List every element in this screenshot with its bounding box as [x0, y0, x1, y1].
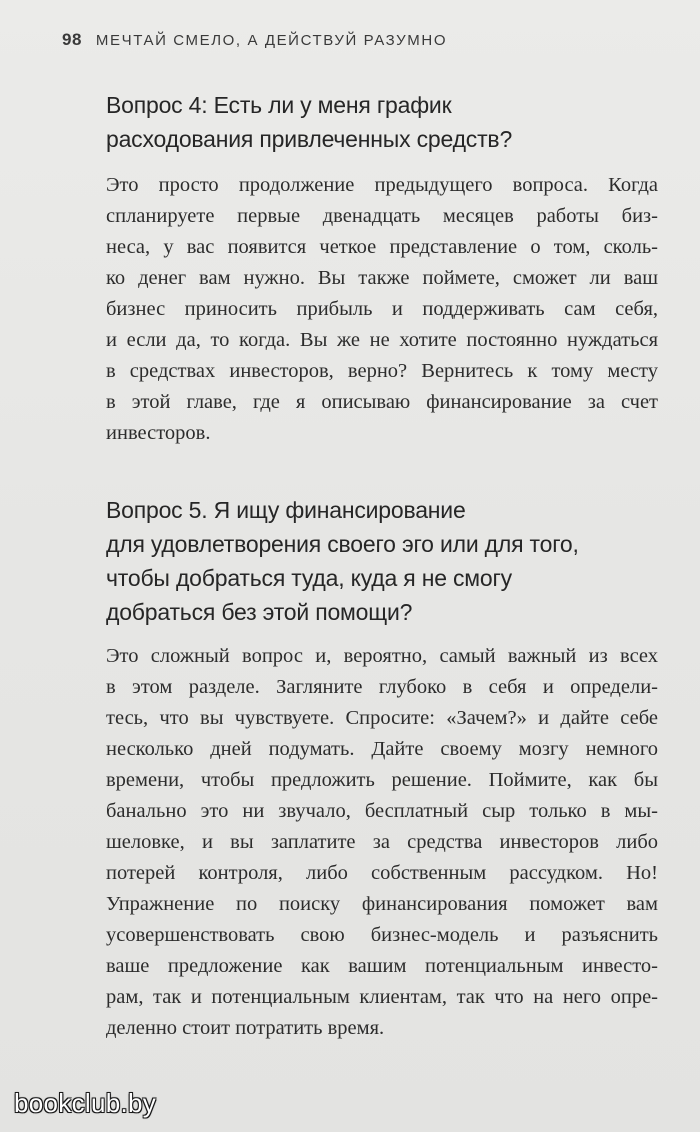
paragraph-line: несколько дней подумать. Дайте своему мозгу немного [106, 738, 658, 760]
paragraph-line: инвесторов. [106, 422, 211, 444]
paragraph-line: бизнес приносить прибыль и поддерживать сам себя, [106, 298, 658, 320]
paragraph-question-5 [106, 641, 658, 1044]
paragraph-line: в этом разделе. Загляните глубоко в себя и определи- [106, 676, 658, 698]
paragraph-line: тесь, что вы чувствуете. Спросите: «Зачем?» и дайте себе [106, 707, 658, 729]
heading-line: расходования привлеченных средств? [106, 126, 513, 152]
section-heading-question-5 [106, 493, 626, 629]
paragraph-line: рам, так и потенциальным клиентам, так что на него опре- [106, 986, 658, 1008]
paragraph-line: усовершенствовать свою бизнес-модель и разъяснить [106, 924, 658, 946]
paragraph-line: неса, у вас появится четкое представление о том, сколь- [106, 236, 658, 258]
paragraph-question-4 [106, 170, 658, 449]
heading-line: Вопрос 5. Я ищу финансирование [106, 497, 466, 523]
paragraph-line: шеловке, и вы заплатите за средства инвесторов либо [106, 831, 658, 853]
paragraph-line: ко денег вам нужно. Вы также поймете, сможет ли ваш [106, 267, 658, 289]
heading-line: Вопрос 4: Есть ли у меня график [106, 92, 452, 118]
paragraph-line: Это просто продолжение предыдущего вопроса. Когда [106, 174, 658, 196]
section-heading-question-4 [106, 88, 626, 156]
running-title: МЕЧТАЙ СМЕЛО, А ДЕЙСТВУЙ РАЗУМНО [95, 32, 448, 49]
watermark: bookclub.by [14, 1088, 157, 1118]
paragraph-line: ваше предложение как вашим потенциальным инвесто- [106, 955, 658, 977]
paragraph-line: времени, чтобы предложить решение. Поймите, как бы [106, 769, 658, 791]
paragraph-line: в этой главе, где я описываю финансирование за счет [106, 391, 658, 413]
paragraph-line: банально это ни звучало, бесплатный сыр только в мы- [106, 800, 658, 822]
paragraph-line: и если да, то когда. Вы же не хотите постоянно нуждаться [106, 329, 658, 351]
paragraph-line: Это сложный вопрос и, вероятно, самый важный из всех [106, 645, 658, 667]
heading-line: для удовлетворения своего эго или для того, [106, 531, 579, 557]
paragraph-line: деленно стоит потратить время. [106, 1017, 385, 1039]
heading-line: добраться без этой помощи? [106, 599, 413, 625]
running-head [62, 30, 447, 50]
paragraph-line: Упражнение по поиску финансирования поможет вам [106, 893, 658, 915]
heading-line: чтобы добраться туда, куда я не смогу [106, 565, 512, 591]
paragraph-line: спланируете первые двенадцать месяцев работы биз- [106, 205, 658, 227]
paragraph-line: потерей контроля, либо собственным рассудком. Но! [106, 862, 658, 884]
page-number: 98 [62, 30, 82, 49]
paragraph-line: в средствах инвесторов, верно? Вернитесь к тому месту [106, 360, 658, 382]
